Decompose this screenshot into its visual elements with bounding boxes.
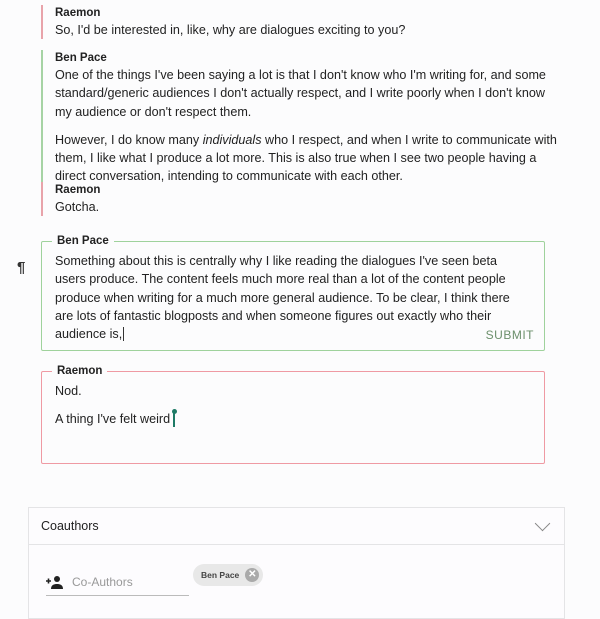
editor-author: Ben Pace [52,233,114,249]
coauthors-input[interactable] [46,568,189,596]
add-person-icon [46,575,64,589]
editor-text-content: Something about this is centrally why I like reading the dialogues I've seen beta users produce. The content feels much more real than a lot of the content people produce when writing for a much more general audience. To be clear, I think there are lots of fantastic blogposts and when someone figures out exactly who their audience is, [55,254,510,342]
editor-line [55,410,531,428]
message-text: One of the things I've been saying a lot is that I don't know who I'm writing for, and some standard/generic audiences I don't actually respect, and I write poorly when I don't know my audience or don't respect them. [55,68,546,119]
remove-chip-icon[interactable]: ✕ [245,568,259,582]
message-author: Ben Pace [55,52,107,64]
text-cursor [123,327,124,341]
message-author: Raemon [55,7,101,19]
ben-pace-editor[interactable] [41,235,545,351]
dialogue-message [41,50,560,186]
editor-line: Nod. [55,384,82,398]
editor-text[interactable] [55,252,531,343]
message-text: So, I'd be interested in, like, why are dialogues exciting to you? [55,23,406,37]
dialogue-message [41,5,560,39]
text-run: who I respect, and when I write to communicate with them, I like what I produce a lot more. This is also true when I see two people having a direct conversation, intending to communicate with each other. [55,132,557,184]
raemon-editor[interactable] [41,365,545,464]
coauthors-header[interactable] [29,508,564,545]
emphasis-text: individuals [202,132,262,147]
dialogue-message [41,182,560,216]
paragraph-icon[interactable]: ¶ [17,259,26,276]
chip-label: Ben Pace [201,570,240,580]
coauthor-chip [193,564,263,586]
chevron-down-icon[interactable] [535,515,551,531]
editor-line-text: A thing I've felt weird [55,412,171,427]
coauthors-title: Coauthors [41,519,99,533]
editor-author: Raemon [52,363,107,379]
coauthors-panel [28,507,565,619]
text-run: However, I do know many [55,132,203,147]
message-text: Gotcha. [55,200,100,214]
collaborator-cursor [173,412,175,427]
message-text [55,131,560,186]
coauthors-placeholder: Co-Authors [72,574,133,589]
submit-button[interactable]: SUBMIT [485,327,534,342]
message-author: Raemon [55,184,101,196]
